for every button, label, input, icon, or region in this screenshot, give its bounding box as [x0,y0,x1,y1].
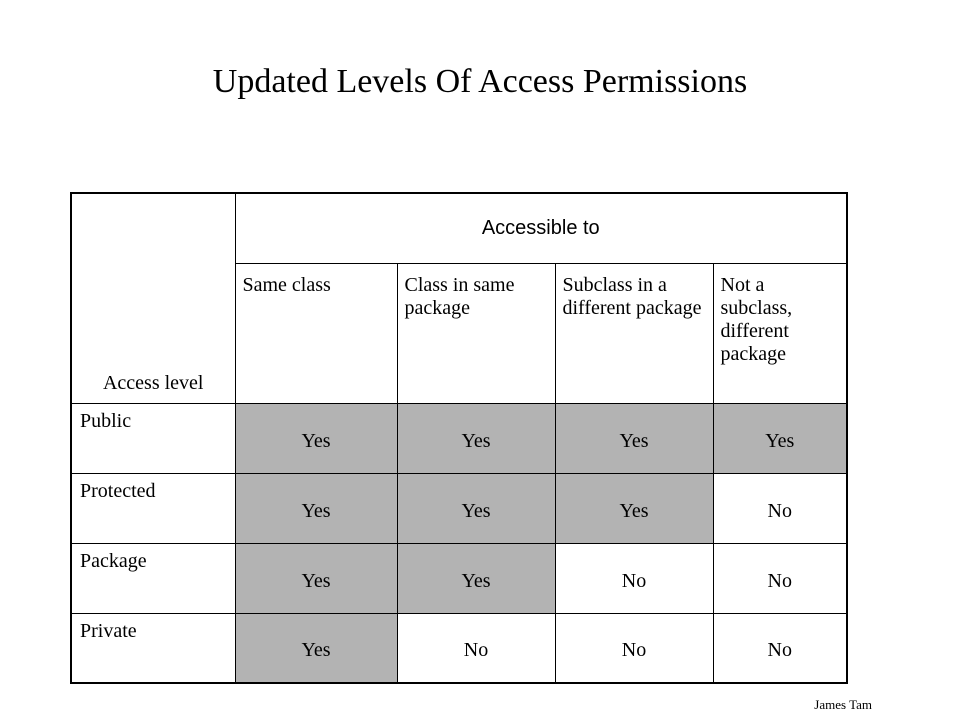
table-cell: Yes [235,473,397,543]
table-cell: Yes [235,613,397,683]
group-header-accessible-to: Accessible to [235,193,847,263]
row-label-protected: Protected [71,473,235,543]
row-label-private: Private [71,613,235,683]
table-cell: Yes [713,403,847,473]
table-cell: Yes [397,473,555,543]
table-cell: No [713,473,847,543]
column-header-class-in-same-package: Class in same package [397,263,555,403]
table-row [71,473,847,543]
corner-header-access-level: Access level [71,193,235,403]
table-cell: Yes [235,403,397,473]
header-row-group [71,193,847,263]
table-cell: No [555,543,713,613]
table-cell: Yes [555,473,713,543]
table-cell: No [555,613,713,683]
table-cell: No [713,543,847,613]
table-cell: No [713,613,847,683]
row-label-package: Package [71,543,235,613]
page-title: Updated Levels Of Access Permissions [212,63,748,100]
column-header-same-class: Same class [235,263,397,403]
table-cell: Yes [555,403,713,473]
access-permissions-table [70,192,848,684]
row-label-public: Public [71,403,235,473]
table-row [71,403,847,473]
table-cell: Yes [397,543,555,613]
table-row [71,613,847,683]
table-cell: No [397,613,555,683]
author-footer: James Tam [814,697,872,712]
column-header-not-subclass-different-package: Not a subclass, different package [713,263,847,403]
table-row [71,543,847,613]
table-cell: Yes [235,543,397,613]
column-header-subclass-different-package: Subclass in a different package [555,263,713,403]
table-cell: Yes [397,403,555,473]
